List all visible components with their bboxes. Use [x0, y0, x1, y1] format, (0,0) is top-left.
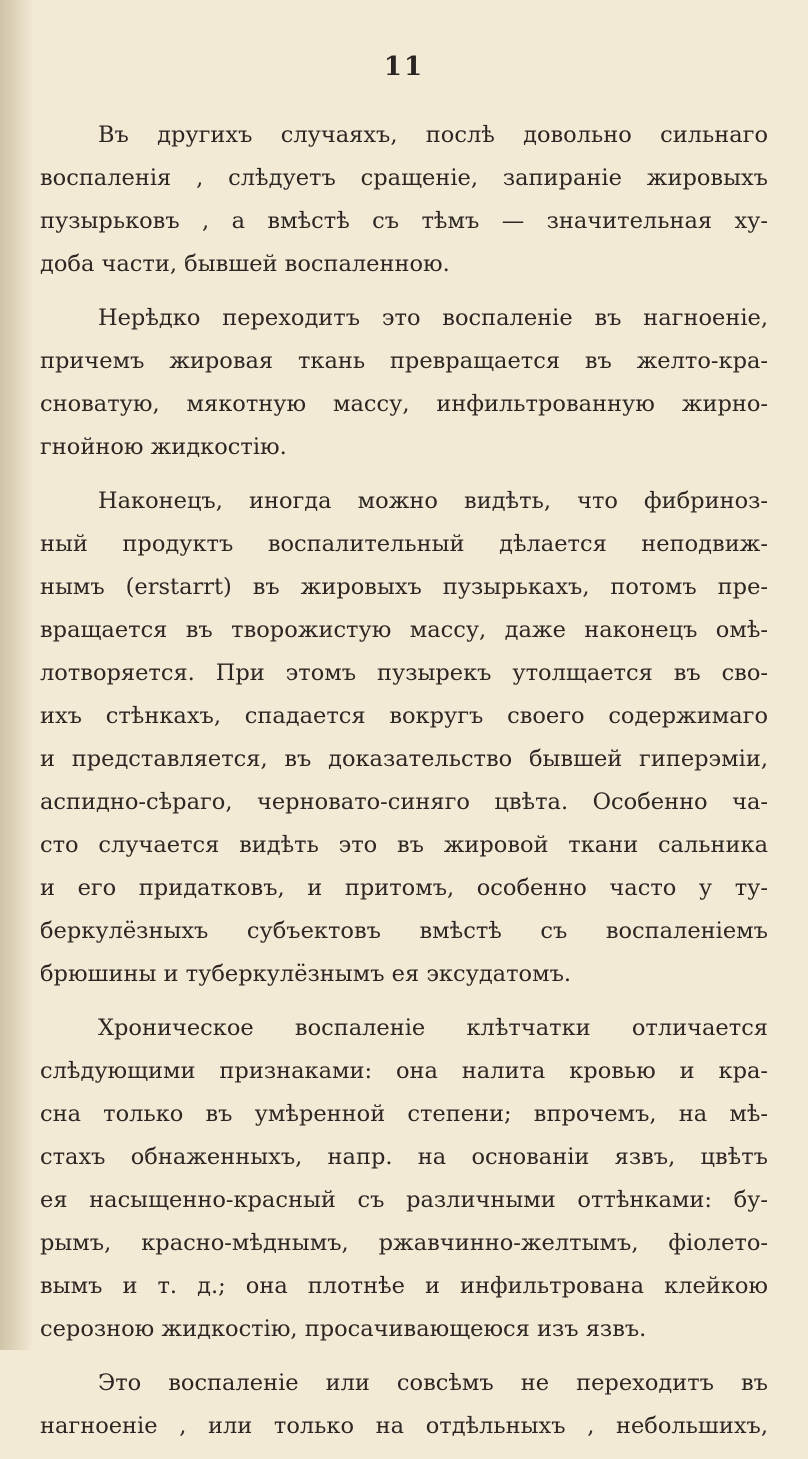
text-line: Нерѣдко переходитъ это воспаленіе въ нагноеніе,	[98, 305, 768, 331]
text-line: брюшины и туберкулёзнымъ ея эксудатомъ.	[40, 961, 572, 987]
text-line: рымъ, красно-мѣднымъ, ржавчинно-желтымъ, фіолето-	[40, 1230, 768, 1256]
text-line: Наконецъ, иногда можно видѣть, что фибриноз-	[98, 488, 768, 514]
text-line: ихъ стѣнкахъ, спадается вокругъ своего содержимаго	[40, 703, 768, 729]
text-line: ный продуктъ воспалительный дѣлается неподвиж-	[40, 531, 768, 557]
text-line: слѣдующими признаками: она налита кровью и кра-	[40, 1058, 768, 1084]
text-line: сна только въ умѣренной степени; впрочемъ, на мѣ-	[40, 1101, 768, 1127]
text-line: ея насыщенно-красный съ различными оттѣнками: бу-	[40, 1187, 768, 1213]
text-line: беркулёзныхъ субъектовъ вмѣстѣ съ воспаленіемъ	[40, 918, 768, 944]
paragraph	[40, 1007, 768, 1351]
text-line: сноватую, мякотную массу, инфильтрованную жирно-	[40, 391, 768, 417]
paragraph	[40, 297, 768, 469]
text-body	[40, 114, 768, 1459]
paragraph	[40, 480, 768, 996]
text-line: вымъ и т. д.; она плотнѣе и инфильтрована клейкою	[40, 1273, 768, 1299]
binding-shadow	[0, 0, 34, 1350]
text-line: аспидно-сѣраго, черновато-синяго цвѣта. Особенно ча-	[40, 789, 768, 815]
text-line: стахъ обнаженныхъ, напр. на основаніи язвъ, цвѣтъ	[40, 1144, 768, 1170]
page-number: 11	[383, 52, 425, 82]
text-line: серозною жидкостію, просачивающеюся изъ язвъ.	[40, 1316, 647, 1342]
text-line: гнойною жидкостію.	[40, 434, 287, 460]
text-line: нымъ (erstarrt) въ жировыхъ пузырькахъ, потомъ пре-	[40, 574, 768, 600]
text-line: лотворяется. При этомъ пузырекъ утолщается въ сво-	[40, 660, 768, 686]
text-line: и его придатковъ, и притомъ, особенно часто у ту-	[40, 875, 768, 901]
text-line: пузырьковъ , а вмѣстѣ съ тѣмъ — значительная ху-	[40, 208, 768, 234]
paragraph	[40, 1362, 768, 1448]
text-line: сто случается видѣть это въ жировой ткани сальника	[40, 832, 768, 858]
text-line: Хроническое воспаленіе клѣтчатки отличается	[98, 1015, 768, 1041]
text-line: воспаленія , слѣдуетъ сращеніе, запираніе жировыхъ	[40, 165, 768, 191]
paragraph	[40, 114, 768, 286]
text-line: доба части, бывшей воспаленною.	[40, 251, 450, 277]
text-line: вращается въ творожистую массу, даже наконецъ омѣ-	[40, 617, 768, 643]
text-line: нагноеніе , или только на отдѣльныхъ , небольшихъ,	[40, 1413, 768, 1439]
text-line: Въ другихъ случаяхъ, послѣ довольно сильнаго	[98, 122, 768, 148]
text-line: и представляется, въ доказательство бывшей гиперэміи,	[40, 746, 768, 772]
text-line: причемъ жировая ткань превращается въ желто-кра-	[40, 348, 768, 374]
text-line: Это воспаленіе или совсѣмъ не переходитъ въ	[98, 1370, 768, 1396]
